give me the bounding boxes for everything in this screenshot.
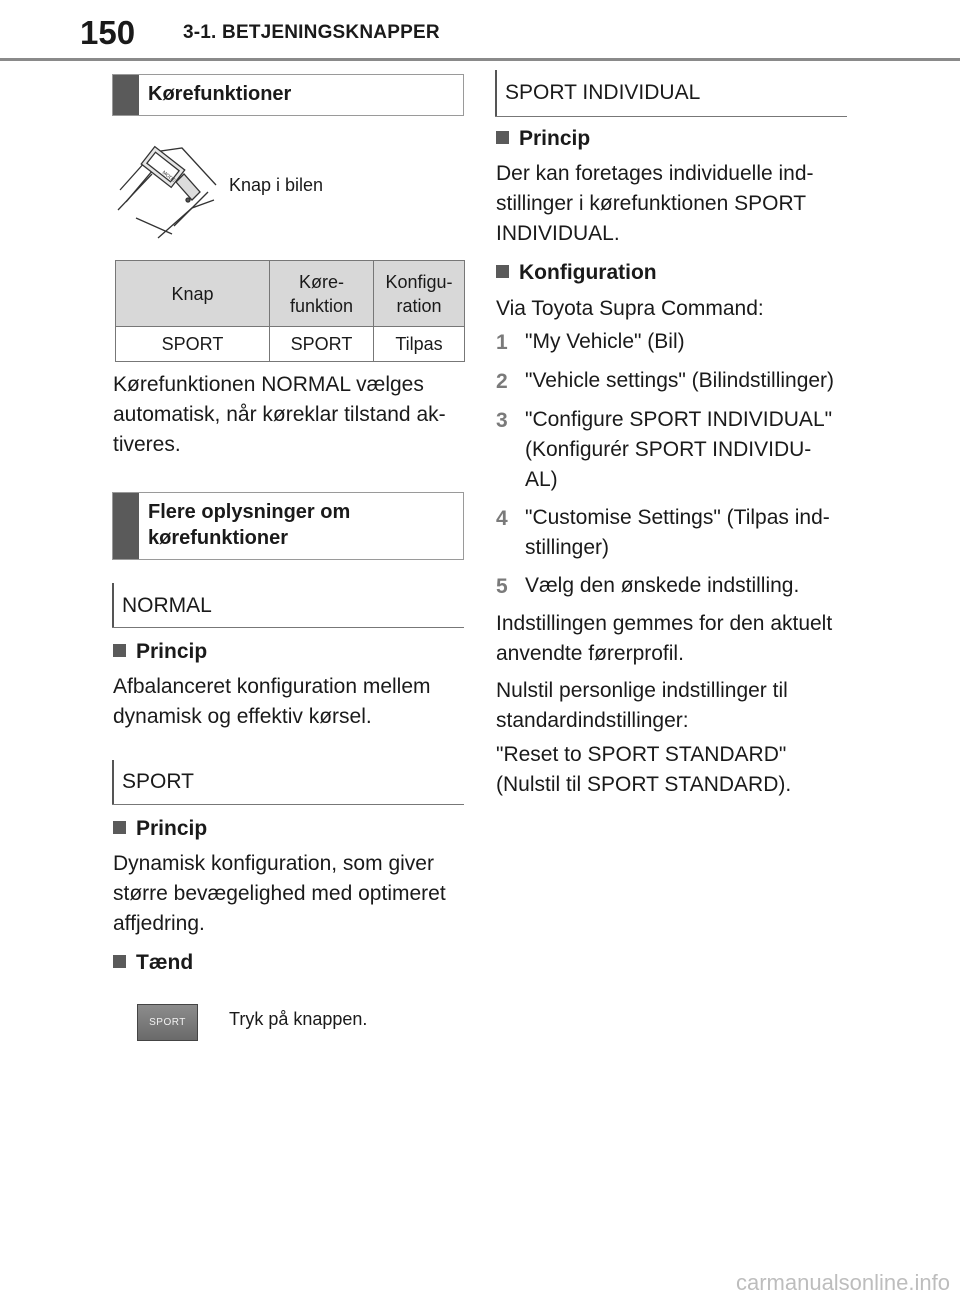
- section-box-korefunktioner: [112, 74, 464, 116]
- table-header-cell: Knap: [116, 261, 270, 327]
- subheading-line: [112, 583, 114, 628]
- table-cell: SPORT: [270, 327, 374, 362]
- step-text: "Vehicle settings" (Bilindstillinger): [525, 369, 835, 392]
- step-number: 2: [496, 370, 508, 393]
- section-box-title: Kørefunktioner: [148, 83, 292, 105]
- table-header-cell: Konfigu- ration: [374, 261, 465, 327]
- figure-caption: Knap i bilen: [229, 175, 324, 195]
- step-number: 1: [496, 331, 508, 354]
- watermark: carmanualsonline.info: [735, 1270, 950, 1295]
- paragraph-saved: Indstillingen gemmes for den aktuelt anvendte førerprofil.: [496, 612, 833, 665]
- bullet-heading-princip: Princip: [113, 640, 207, 664]
- mode-table: [115, 260, 465, 362]
- bullet-square: [496, 265, 509, 278]
- paragraph-normal-default: Kørefunktionen NORMAL vælges automatisk, når køreklar tilstand ak-tiveres.: [113, 373, 446, 456]
- paragraph-reset: "Reset to SPORT STANDARD" (Nulstil til SPORT STANDARD).: [496, 743, 792, 796]
- paragraph-normal: Afbalanceret konfiguration mellem dynamisk og effektiv kørsel.: [113, 675, 431, 728]
- step-number: 3: [496, 409, 508, 432]
- subheading-underline: [112, 804, 464, 805]
- config-intro: Via Toyota Supra Command:: [496, 297, 764, 320]
- step-number: 4: [496, 507, 508, 530]
- subheading-line: [495, 70, 497, 117]
- table-cell: SPORT: [116, 327, 270, 362]
- bullet-square: [113, 821, 126, 834]
- subheading-sport: [112, 760, 464, 805]
- bullet-heading-princip: Princip: [496, 127, 590, 151]
- subheading-sport-individual: [495, 70, 847, 117]
- subheading-text: NORMAL: [122, 594, 212, 617]
- subheading-text: SPORT: [122, 770, 194, 793]
- bullet-heading-konfiguration: Konfiguration: [496, 261, 657, 285]
- subheading-underline: [112, 627, 464, 628]
- paragraph-sport: Dynamisk konfiguration, som giver større bevægelighed med optimeret affjedring.: [113, 852, 446, 935]
- section-box-bar: [113, 493, 139, 559]
- section-box-bar: [113, 75, 139, 115]
- bullet-heading-taend: Tænd: [113, 951, 193, 975]
- table-row: [116, 327, 465, 362]
- sport-button-caption: Tryk på knappen.: [229, 1009, 368, 1029]
- step-text: Vælg den ønskede indstilling.: [525, 574, 800, 597]
- bullet-heading-princip: Princip: [113, 817, 207, 841]
- table-cell: Tilpas: [374, 327, 465, 362]
- subheading-underline: [495, 116, 847, 117]
- table-header-row: [116, 261, 465, 327]
- chapter-title: 3-1. BETJENINGSKNAPPER: [183, 22, 440, 43]
- table-header-cell: Køre- funktion: [270, 261, 374, 327]
- step-text: "Customise Settings" (Tilpas ind-stillinger): [525, 506, 830, 559]
- subheading-text: SPORT INDIVIDUAL: [505, 81, 701, 104]
- step-text: "Configure SPORT INDIVIDUAL" (Konfigurér SPORT INDIVIDU-AL): [525, 408, 833, 491]
- step-number: 5: [496, 575, 508, 598]
- sport-button-icon: SPORT: [137, 1004, 198, 1041]
- paragraph-reset-intro: Nulstil personlige indstillinger til standardindstillinger:: [496, 679, 788, 732]
- page-header: [0, 0, 960, 60]
- bullet-square: [496, 131, 509, 144]
- section-box-flere-oplysninger: [112, 492, 464, 560]
- section-box-title: Flere oplysninger om kørefunktioner: [148, 501, 351, 549]
- figure-button-label: MODE: [160, 169, 177, 184]
- step-text: "My Vehicle" (Bil): [525, 330, 685, 353]
- bullet-square: [113, 644, 126, 657]
- subheading-line: [112, 760, 114, 805]
- paragraph-sport-individual: Der kan foretages individuelle ind-stillinger i kørefunktionen SPORT INDIVIDUAL.: [496, 162, 814, 245]
- header-rule: [0, 58, 960, 61]
- mode-button-illustration: [114, 130, 219, 242]
- page-number: 150: [80, 14, 136, 51]
- bullet-square: [113, 955, 126, 968]
- subheading-normal: [112, 583, 464, 628]
